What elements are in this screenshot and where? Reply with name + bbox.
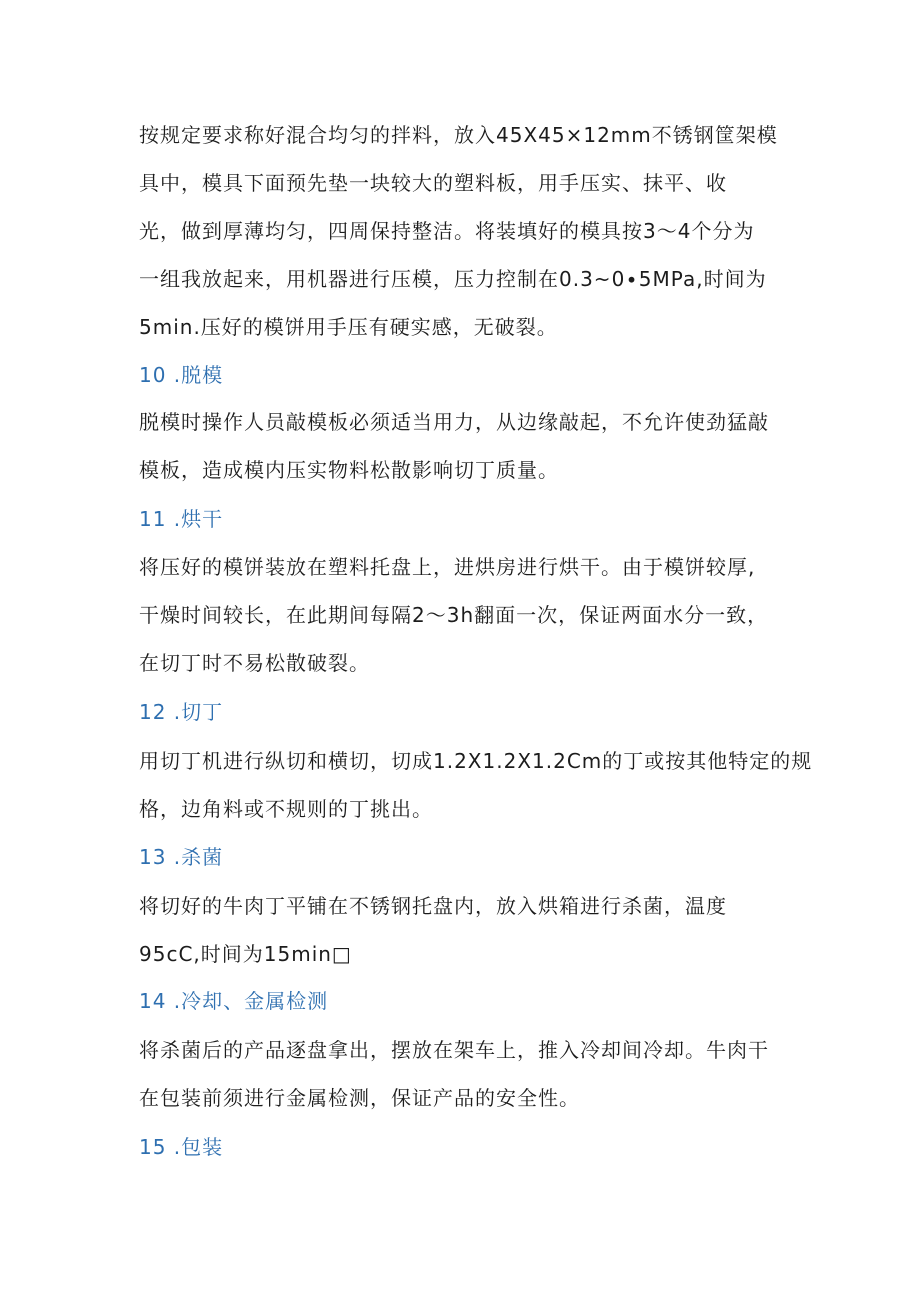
paragraph-demolding (139, 398, 789, 494)
text-line: 光，做到厚薄均匀，四周保持整洁。将装填好的模具按3〜4个分为 (139, 219, 755, 243)
section-heading-15: 15 .包装 (139, 1135, 224, 1159)
text-line: 95cC,时间为15min□ (139, 942, 352, 966)
text-line: 在包装前须进行金属检测，保证产品的安全性。 (139, 1086, 580, 1110)
paragraph-drying (139, 543, 789, 687)
text-line: 格，边角料或不规则的丁挑出。 (139, 797, 433, 821)
text-line: 一组我放起来，用机器进行压模，压力控制在0.3~0∙5MPa,时间为 (139, 267, 767, 291)
text-line: 模板，造成模内压实物料松散影响切丁质量。 (139, 458, 559, 482)
text-line: 用切丁机进行纵切和横切，切成1.2X1.2X1.2Cm的丁或按其他特定的规 (139, 749, 813, 773)
text-line: 将杀菌后的产品逐盘拿出，摆放在架车上，推入冷却间冷却。牛肉干 (139, 1038, 769, 1062)
paragraph-cooling (139, 1026, 789, 1122)
section-heading-14: 14 .冷却、金属检测 (139, 989, 329, 1013)
paragraph-pressing (139, 111, 789, 351)
section-heading-13: 13 .杀菌 (139, 845, 224, 869)
text-line: 将压好的模饼装放在塑料托盘上，进烘房进行烘干。由于模饼较厚, (139, 555, 756, 579)
text-line: 脱模时操作人员敲模板必须适当用力，从边缘敲起，不允许使劲猛敲 (139, 410, 769, 434)
text-line: 将切好的牛肉丁平铺在不锈钢托盘内，放入烘箱进行杀菌，温度 (139, 894, 727, 918)
paragraph-sterilization (139, 882, 789, 978)
text-line: 具中，模具下面预先垫一块较大的塑料板，用手压实、抹平、收 (139, 171, 727, 195)
section-heading-12: 12 .切丁 (139, 700, 224, 724)
section-heading-10: 10 .脱模 (139, 363, 224, 387)
text-line: 5min.压好的模饼用手压有硬实感，无破裂。 (139, 315, 558, 339)
text-line: 按规定要求称好混合均匀的拌料，放入45X45×12mm不锈钢筐架模 (139, 123, 778, 147)
section-heading-11: 11 .烘干 (139, 507, 224, 531)
paragraph-dicing (139, 737, 813, 833)
text-line: 在切丁时不易松散破裂。 (139, 651, 370, 675)
text-line: 干燥时间较长，在此期间每隔2〜3h翻面一次，保证两面水分一致， (139, 603, 769, 627)
